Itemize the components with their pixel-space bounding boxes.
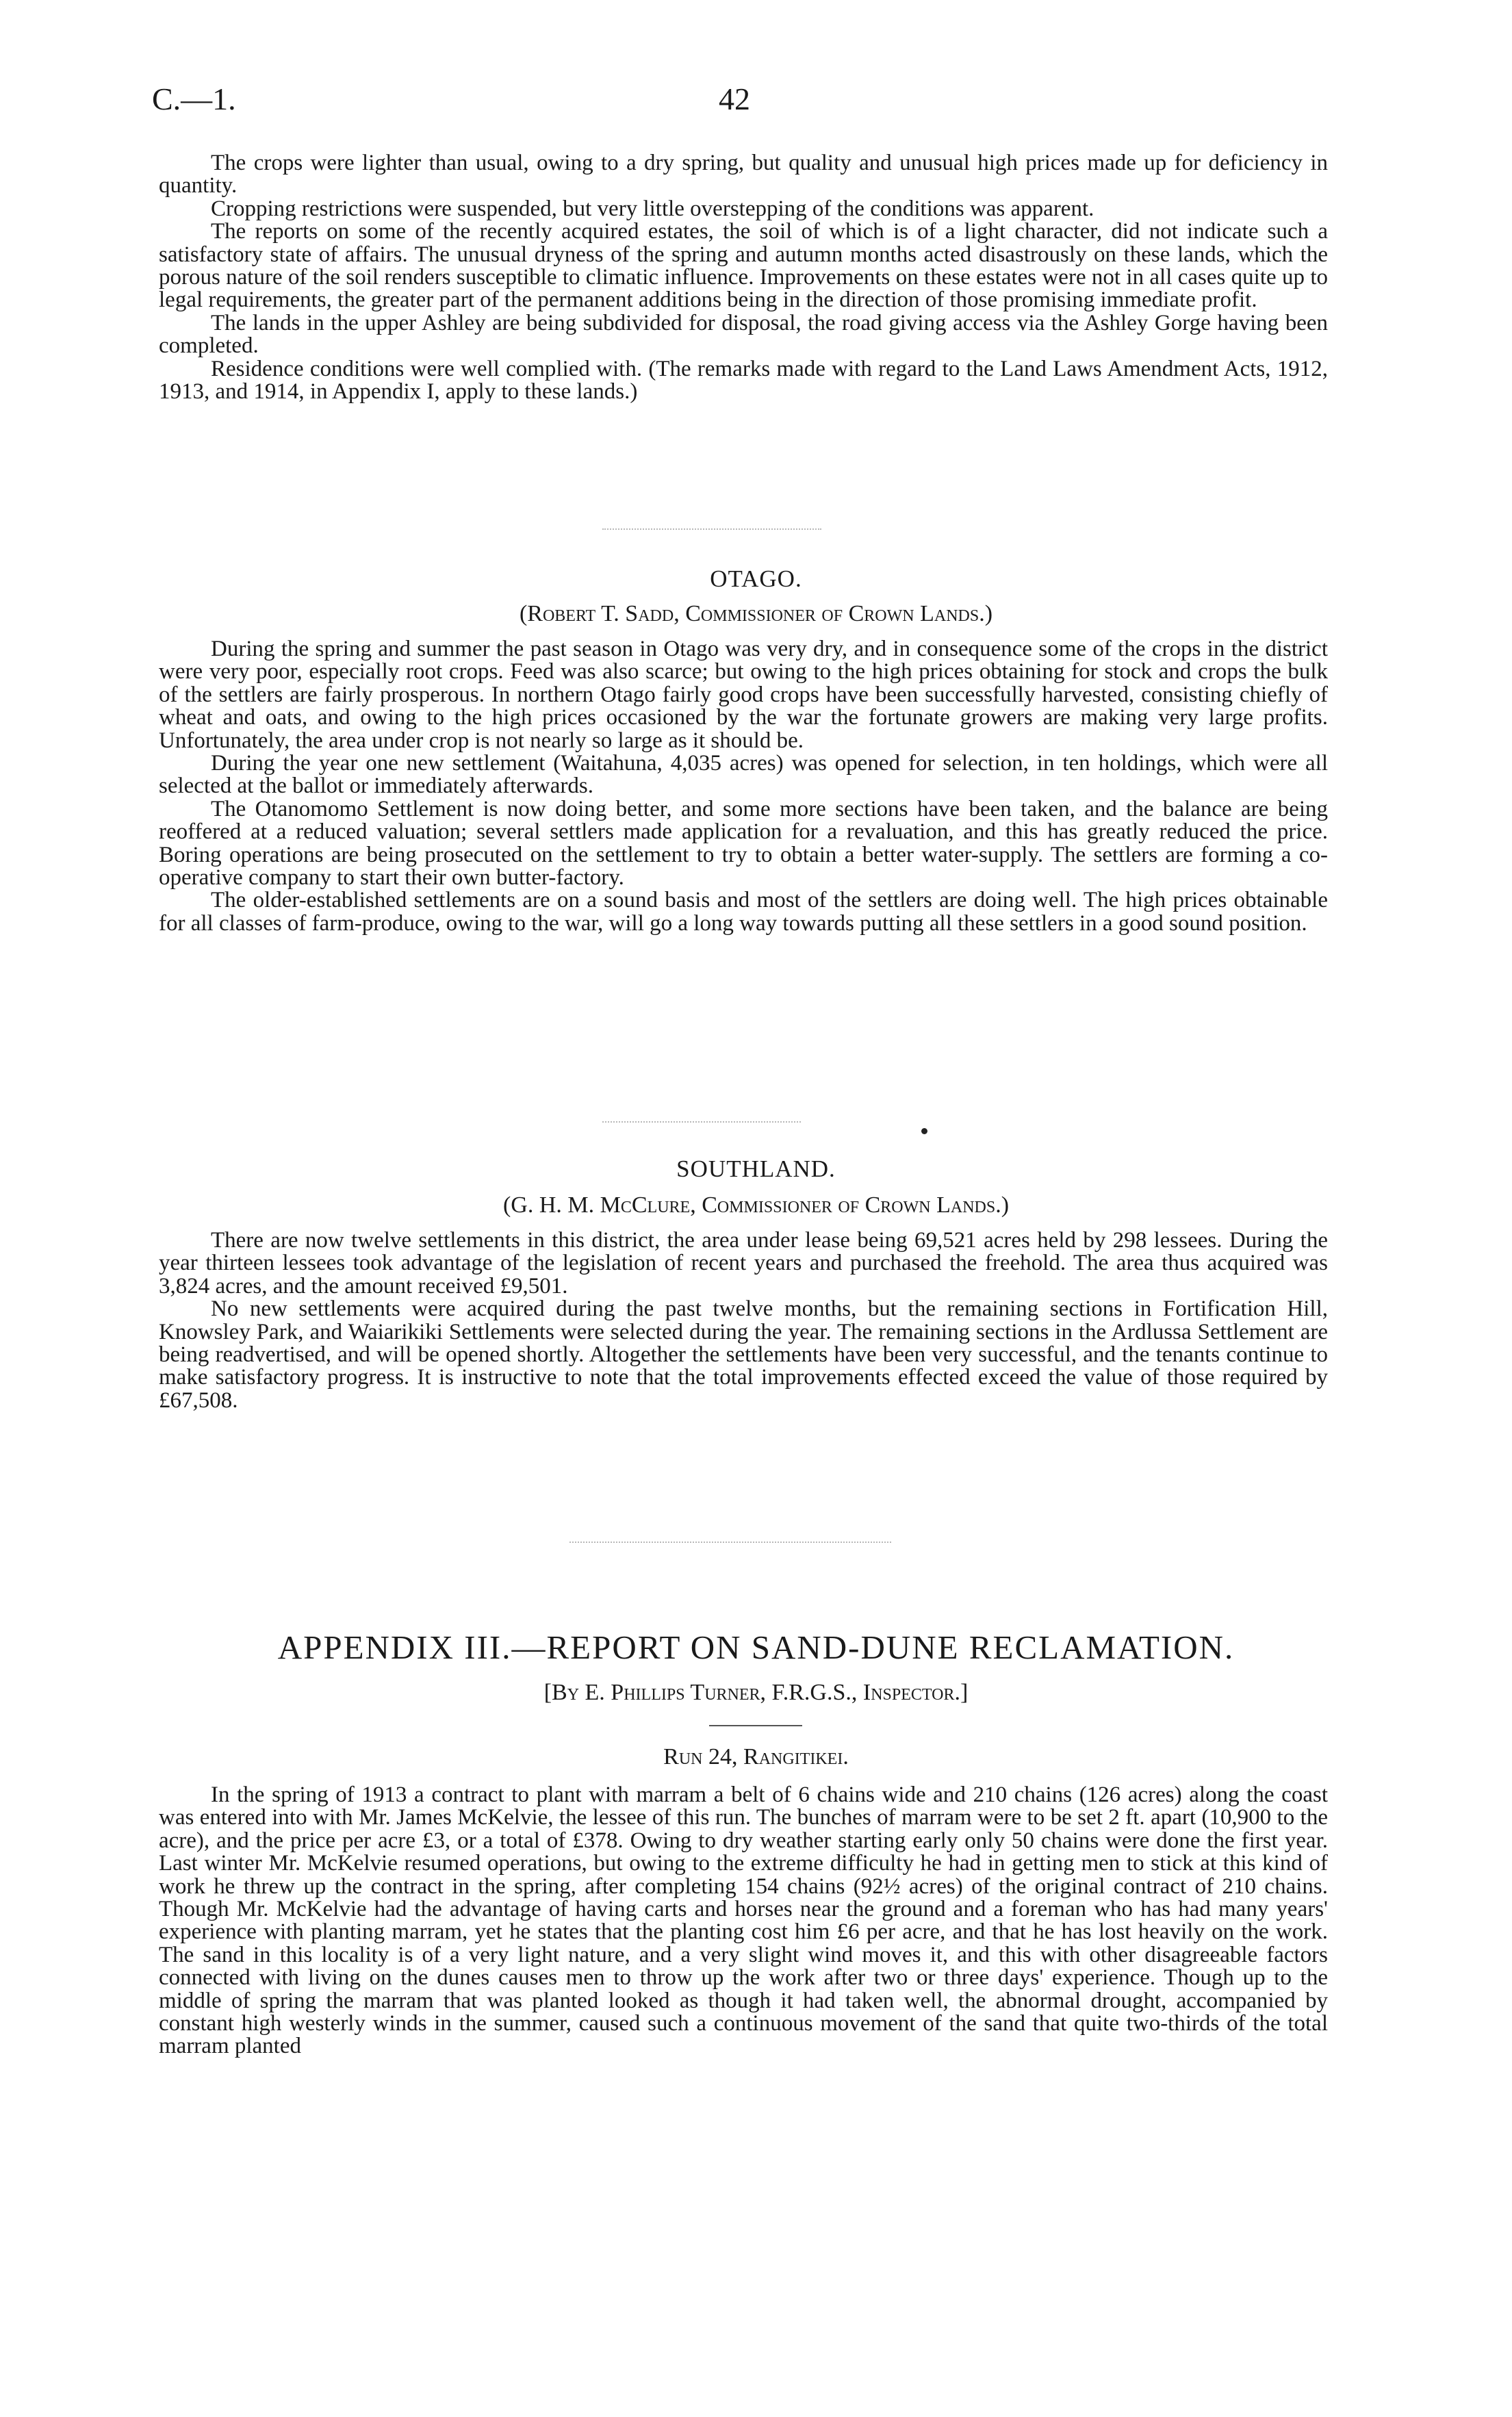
paragraph: No new settlements were acquired during the past twelve months, but the remaining sections in Fortification Hill, Knowsley Park, and Waiarikiki Settlements were selected during the year. The remaining sections in the Ardlussa Settlement are being readvertised, and will be opened shortly. Altogether the settlements have been very successful, and the tenants continue to make satisfactory progress. It is instructive to note that the total improvements effected exceed the value of those required by £67,508. [159,1296,1328,1413]
heading-rule [709,1725,802,1726]
paragraph: There are now twelve settlements in this district, the area under lease being 69,521 acres held by 298 lessees. During the year thirteen lessees took advantage of the legislation of recent years and purchased the freehold. The area thus acquired was 3,824 acres, and the amount received £9,501. [159,1228,1328,1299]
section-divider [569,1542,891,1543]
paragraph: Residence conditions were well complied with. (The remarks made with regard to the Land Laws Amendment Acts, 1912, 1913, and 1914, in Appendix I, apply to these lands.) [159,356,1328,405]
section-divider [602,1121,801,1123]
paragraph: The Otanomomo Settlement is now doing better, and some more sections have been taken, and the balance are being reoffered at a reduced valuation; several settlers made application for a revaluation, and this has greatly reduced the price. Boring operations are being prosecuted on the settlement to try to obtain a better water-supply. The settlers are forming a co-operative company to start their own butter-factory. [159,796,1328,891]
appendix-section [159,1784,1328,2058]
section-divider [602,528,821,530]
page-number: 42 [719,81,750,116]
document-reference: C.—1. [152,81,236,116]
paragraph: Cropping restrictions were suspended, but very little overstepping of the conditions was apparent. [211,196,1094,221]
paragraph: The older-established settlements are on a sound basis and most of the settlers are doing well. The high prices obtainable for all classes of farm-produce, owing to the war, will go a long way towards putting all these settlers in a good sound position. [159,888,1328,936]
paragraph: In the spring of 1913 a contract to plant with marram a belt of 6 chains wide and 210 chains (126 acres) along the coast was entered into with Mr. James McKelvie, the lessee of this run. The bunches of marram were to be set 2 ft. apart (10,900 to the acre), and the price per acre £3, or a total of £378. Owing to dry weather starting early only 50 chains were done the first year. Last winter Mr. McKelvie resumed operations, but owing to the extreme difficulty he had in getting men to stick at this kind of work he threw up the contract in the spring, after completing 154 chains (92½ acres) of the original contract of 210 chains. Though Mr. McKelvie had the advantage of having carts and horses near the ground and a foreman who has had many years' experience with planting marram, yet he states that the planting cost him £6 per acre, and that he has lost heavily on the work. The sand in this locality is of a very light nature, and a very slight wind moves it, and this with other disagreeable factors connected with living on the dunes causes men to throw up the work after two or three days' experience. Though up to the middle of spring the marram that was planted looked as though it had taken well, the abnormal drought, accompanied by constant high westerly winds in the summer, caused such a continuous movement of the sand that quite two-thirds of the total marram planted [159,1782,1328,2059]
run-heading: Run 24, Rangitikei. [663,1744,849,1769]
paragraph: The crops were lighter than usual, owing to a dry spring, but quality and unusual high prices made up for deficiency in quantity. [159,151,1328,199]
paragraph: During the spring and summer the past season in Otago was very dry, and in consequence some of the crops in the district were very poor, especially root crops. Feed was also scarce; but owing to the high prices obtaining for stock and crops the bulk of the settlers are fairly prosperous. In northern Otago fairly good crops have been successfully harvested, consisting chiefly of wheat and oats, and owing to the high prices occasioned by the war the fortunate growers are making very large profits. Unfortunately, the area under crop is not nearly so large as it should be. [159,637,1328,753]
otago-heading: OTAGO. [710,565,802,592]
paragraph: The lands in the upper Ashley are being subdivided for disposal, the road giving access via the Ashley Gorge having been completed. [159,310,1328,359]
paragraph: The reports on some of the recently acquired estates, the soil of which is of a light character, did not indicate such a satisfactory state of affairs. The unusual dryness of the spring and autumn months acted disastrously on these lands, which the porous nature of the soil renders susceptible to climatic influence. Improvements on these estates were not in all cases quite up to legal requirements, the greater part of the permanent additions being in the direction of those promising immediate profit. [159,219,1328,313]
southland-section [159,1229,1328,1412]
southland-commissioner: (G. H. M. McClure, Commissioner of Crown Lands.) [502,1192,1010,1218]
otago-section [159,638,1328,935]
bullet-mark [921,1128,927,1134]
otago-commissioner: (Robert T. Sadd, Commissioner of Crown Lands.) [519,601,993,626]
appendix-byline: [By E. Phillips Turner, F.R.G.S., Inspector.] [543,1680,969,1705]
appendix-title: APPENDIX III.—REPORT ON SAND-DUNE RECLAMATION. [277,1628,1235,1666]
paragraph: During the year one new settlement (Waitahuna, 4,035 acres) was opened for selection, in ten holdings, which were all selected at the ballot or immediately afterwards. [159,751,1328,799]
southland-heading: SOUTHLAND. [676,1155,836,1182]
intro-section [159,152,1328,403]
